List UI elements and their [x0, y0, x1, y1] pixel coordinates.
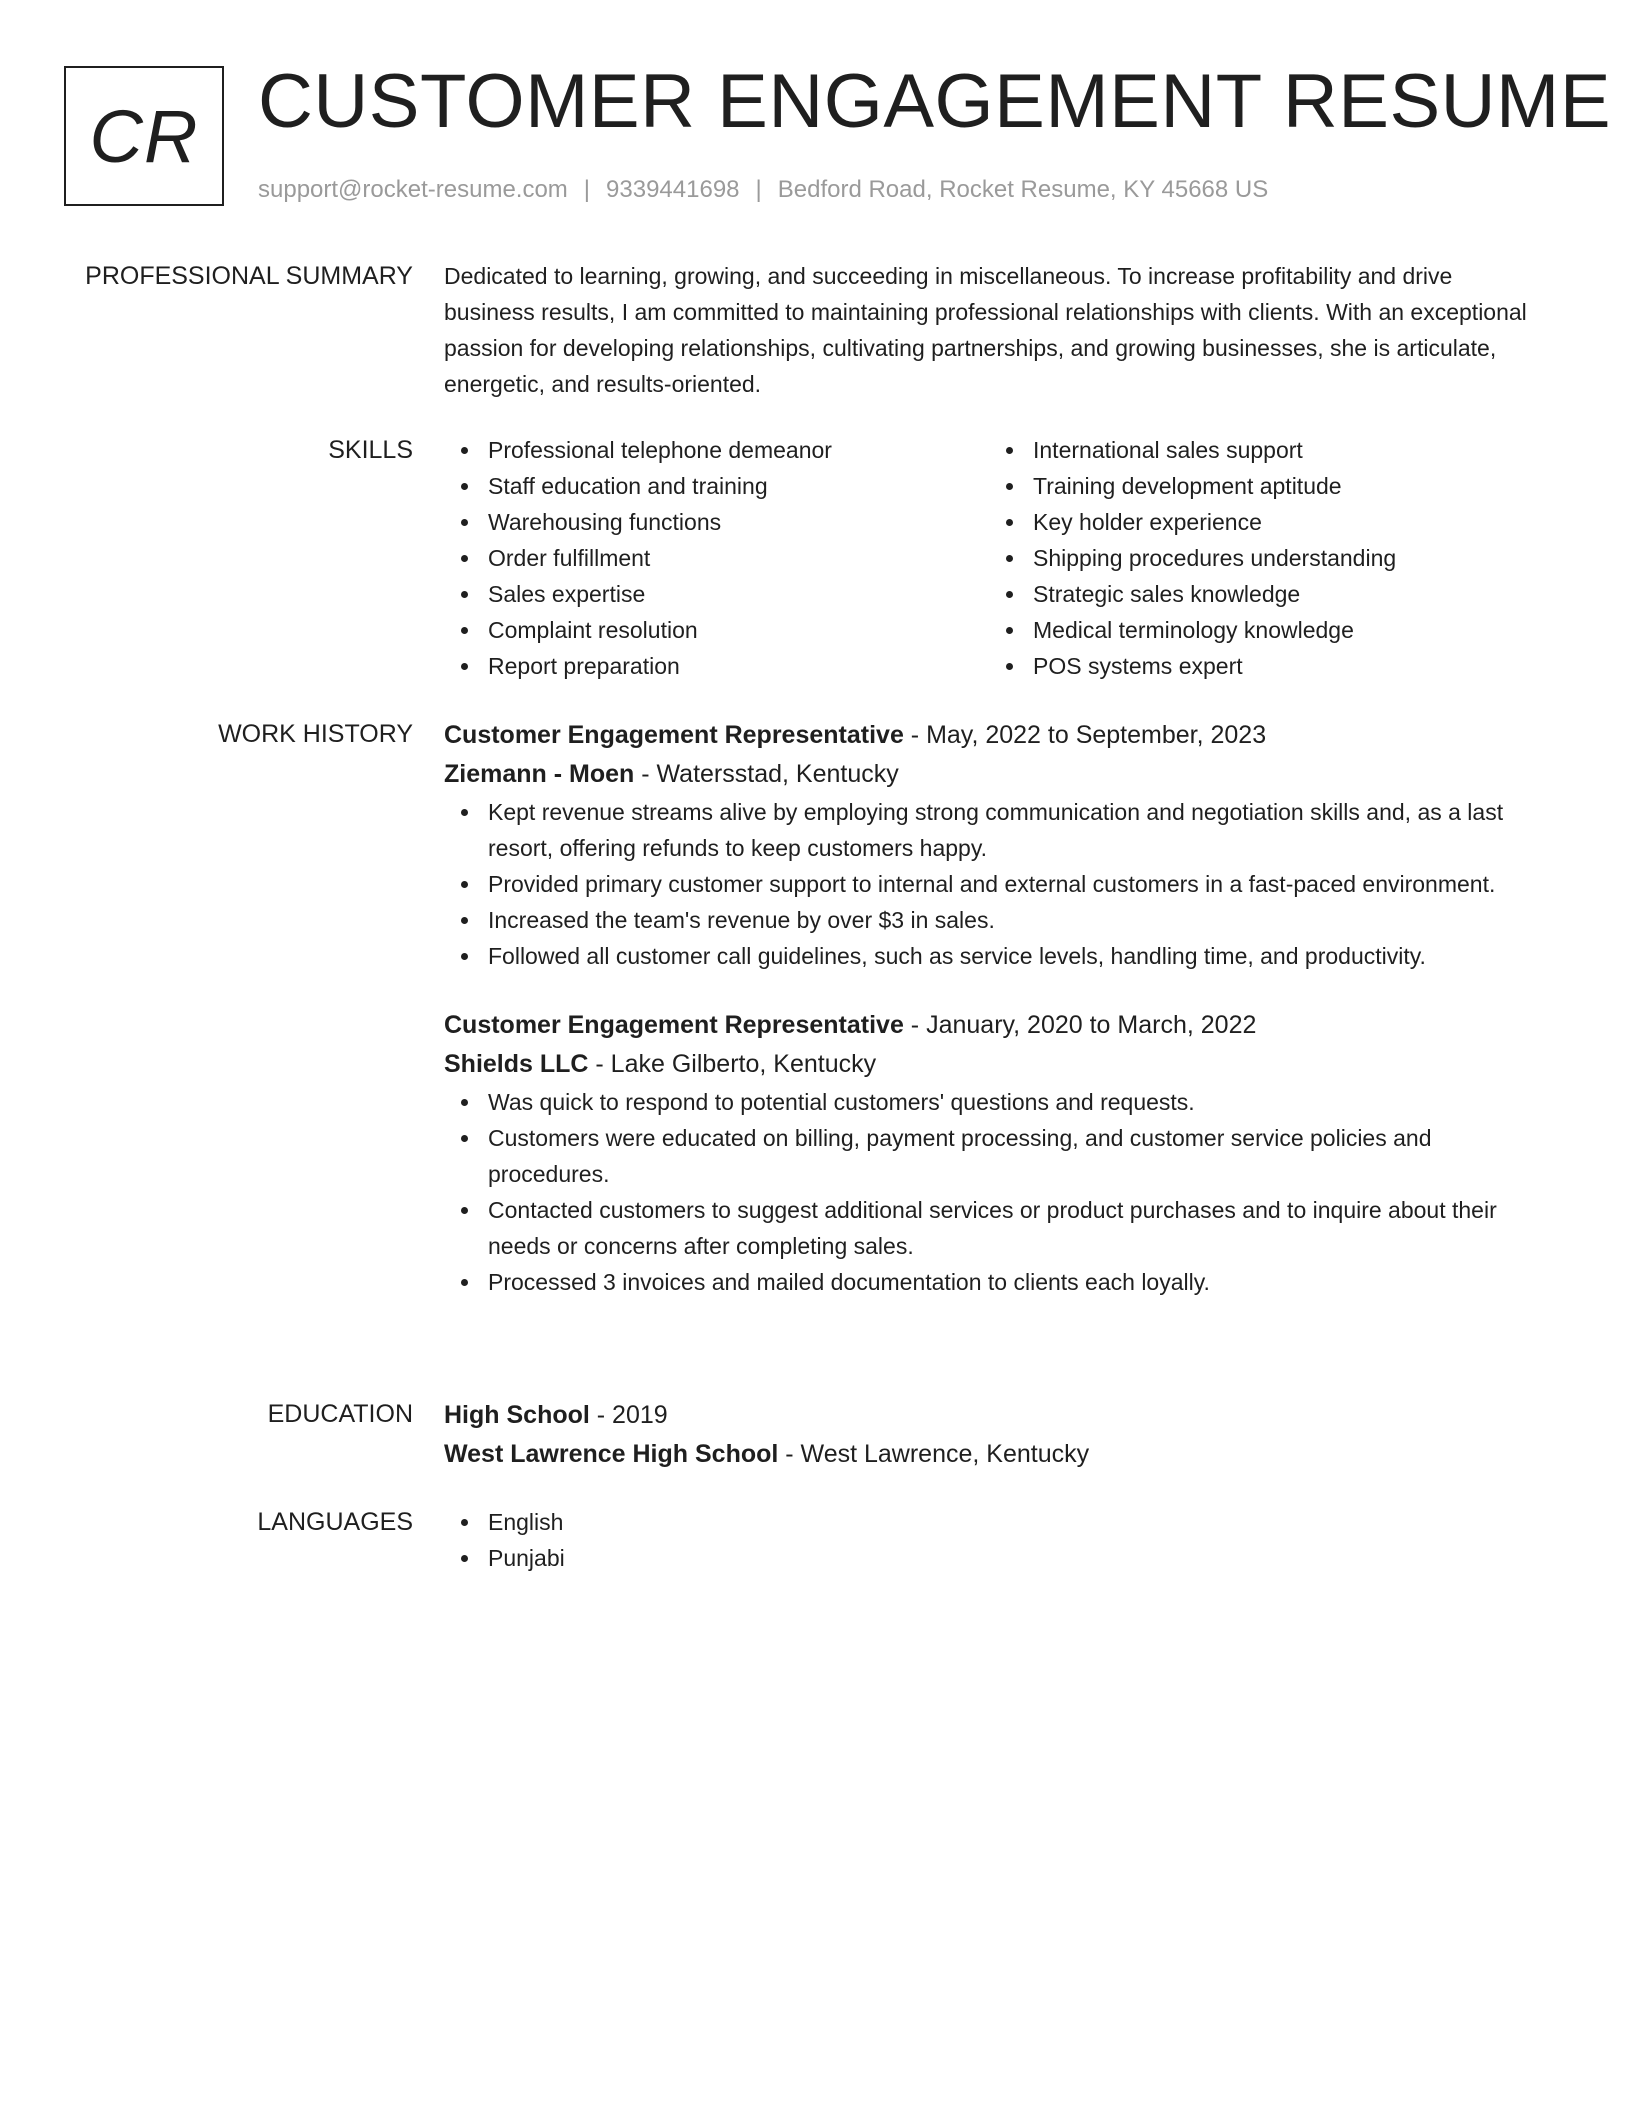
job-company: Ziemann - Moen	[444, 760, 635, 788]
education-year: - 2019	[589, 1401, 668, 1429]
education-body	[444, 1396, 1540, 1474]
skill-item: International sales support	[989, 432, 1489, 468]
job-company-line	[444, 755, 1540, 794]
job-title: Customer Engagement Representative	[444, 1011, 904, 1039]
section-label-skills: SKILLS	[328, 436, 413, 464]
education-location: - West Lawrence, Kentucky	[778, 1440, 1090, 1468]
contact-email[interactable]: support@rocket-resume.com	[258, 176, 568, 203]
languages-list	[444, 1504, 1540, 1576]
contact-address: Bedford Road, Rocket Resume, KY 45668 US	[777, 176, 1269, 203]
job-company-line	[444, 1045, 1540, 1084]
job-title-line	[444, 716, 1540, 755]
job-bullet: Followed all customer call guidelines, such as service levels, handling time, and productivity.	[444, 938, 1540, 974]
summary-text: Dedicated to learning, growing, and succeeding in miscellaneous. To increase profitability and drive business results, I am committed to maintaining professional relationships with clients. With an exceptional passion for developing relationships, cultivating partnerships, and growing businesses, she is articulate, energetic, and results-oriented.	[444, 263, 1527, 397]
job-title-line	[444, 1006, 1540, 1045]
job-entry	[444, 716, 1540, 974]
job-bullet: Provided primary customer support to internal and external customers in a fast-paced environment.	[444, 866, 1540, 902]
skills-list-right	[989, 432, 1489, 684]
resume-title: CUSTOMER ENGAGEMENT RESUME	[258, 59, 1612, 144]
skill-item: Order fulfillment	[444, 540, 989, 576]
job-entry	[444, 1006, 1540, 1300]
section-label-languages: LANGUAGES	[257, 1508, 413, 1536]
job-location: - Watersstad, Kentucky	[634, 760, 899, 788]
skill-item: Training development aptitude	[989, 468, 1489, 504]
job-dates: - January, 2020 to March, 2022	[903, 1011, 1257, 1039]
languages-body	[444, 1504, 1540, 1576]
skill-item: Key holder experience	[989, 504, 1489, 540]
skills-grid	[444, 432, 1540, 684]
skill-item: Professional telephone demeanor	[444, 432, 989, 468]
job-bullet: Was quick to respond to potential customers' questions and requests.	[444, 1084, 1540, 1120]
education-degree: High School	[444, 1401, 590, 1429]
section-label-work-history: WORK HISTORY	[218, 720, 413, 748]
job-title: Customer Engagement Representative	[444, 721, 904, 749]
language-item: English	[444, 1504, 1540, 1540]
skill-item: Shipping procedures understanding	[989, 540, 1489, 576]
job-bullet: Processed 3 invoices and mailed documentation to clients each loyally.	[444, 1264, 1540, 1300]
contact-separator: |	[583, 176, 591, 203]
skill-item: Sales expertise	[444, 576, 989, 612]
contact-phone[interactable]: 9339441698	[606, 176, 740, 203]
job-dates: - May, 2022 to September, 2023	[903, 721, 1267, 749]
section-label-summary: PROFESSIONAL SUMMARY	[85, 262, 413, 290]
skill-item: POS systems expert	[989, 648, 1489, 684]
job-bullet-list	[444, 1084, 1540, 1300]
monogram-logo: CR	[64, 66, 224, 206]
skill-item: Medical terminology knowledge	[989, 612, 1489, 648]
section-label-education: EDUCATION	[267, 1400, 413, 1428]
education-school: West Lawrence High School	[444, 1440, 779, 1468]
job-bullet: Increased the team's revenue by over $3 in sales.	[444, 902, 1540, 938]
job-bullet-list	[444, 794, 1540, 974]
summary-body	[444, 258, 1540, 402]
contact-separator: |	[755, 176, 762, 203]
skill-item: Complaint resolution	[444, 612, 989, 648]
skills-body	[444, 432, 1540, 684]
job-bullet: Customers were educated on billing, payment processing, and customer service policies and procedures.	[444, 1120, 1540, 1192]
job-company: Shields LLC	[444, 1050, 589, 1078]
education-degree-line	[444, 1396, 1540, 1435]
language-item: Punjabi	[444, 1540, 1540, 1576]
skill-item: Staff education and training	[444, 468, 989, 504]
contact-line	[258, 176, 1268, 204]
skill-item: Report preparation	[444, 648, 989, 684]
skill-item: Strategic sales knowledge	[989, 576, 1489, 612]
skills-list-left	[444, 432, 989, 684]
skill-item: Warehousing functions	[444, 504, 989, 540]
job-bullet: Kept revenue streams alive by employing strong communication and negotiation skills and, as a last resort, offering refunds to keep customers happy.	[444, 794, 1540, 866]
work-history-body	[444, 716, 1540, 1300]
job-location: - Lake Gilberto, Kentucky	[588, 1050, 877, 1078]
job-bullet: Contacted customers to suggest additional services or product purchases and to inquire about their needs or concerns after completing sales.	[444, 1192, 1540, 1264]
education-school-line	[444, 1435, 1540, 1474]
